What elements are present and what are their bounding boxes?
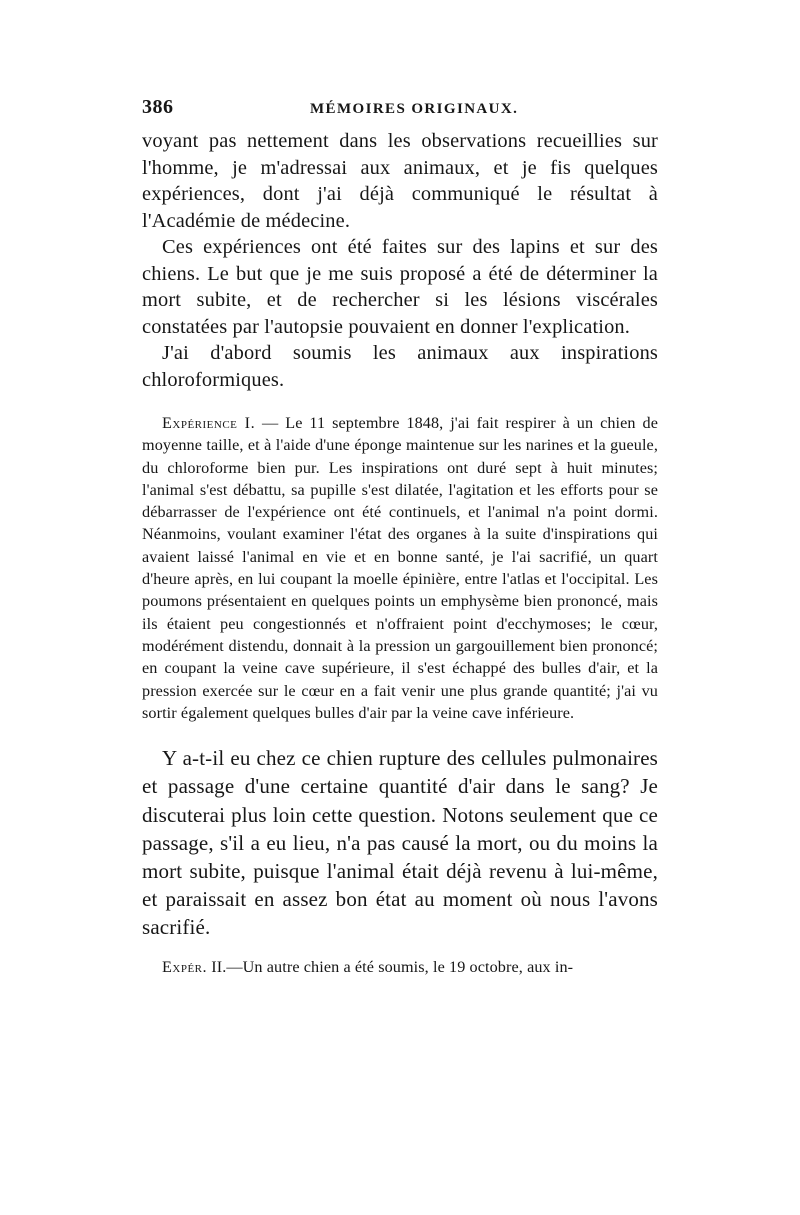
chloroform-intro-paragraph: J'ai d'abord soumis les animaux aux inspirations chloroformiques. xyxy=(142,342,658,391)
experience-2-text: II.—Un autre chien a été soumis, le 19 octobre, aux in- xyxy=(207,957,574,976)
document-page xyxy=(142,96,658,978)
experiments-description-paragraph: Ces expériences ont été faites sur des lapins et sur des chiens. Le but que je me suis proposé a été de déterminer la mort subite, et de rechercher si les lésions viscérales constatées par l'autopsie pouvaient en donner l'explication. xyxy=(142,236,658,338)
page-header xyxy=(142,96,658,126)
discussion-paragraph: Y a-t-il eu chez ce chien rupture des cellules pulmonaires et passage d'une certaine quantité d'air dans le sang? Je discuterai plus loin cette question. Notons seulement que ce passage, s'il a eu lieu, n'a pas causé la mort, ou du moins la mort subite, puisque l'animal était déjà revenu à lui-même, et paraissait en assez bon état au moment où nous l'avons sacrifié. xyxy=(142,746,658,940)
experience-1-label: Expérience I. xyxy=(162,414,256,432)
experience-2-label: Expér. xyxy=(162,957,208,976)
experience-1-text: — Le 11 septembre 1848, j'ai fait respirer à un chien de moyenne taille, et à l'aide d'une éponge maintenue sur les narines et la gueule, du chloroforme bien pur. Les inspirations ont duré sept à huit minutes; l'animal s'est débattu, sa pupille s'est dilatée, l'agitation et les efforts pour se débarrasser de l'expérience ont été continuels, et l'animal n'a point dormi. Néanmoins, voulant examiner l'état des organes à la suite d'inspirations qui avaient laissé l'animal en vie et en bonne santé, je l'ai sacrifié, un quart d'heure après, en lui coupant la moelle épinière, entre l'atlas et l'occipital. Les poumons présentaient en quelques points un emphysème bien prononcé, mais ils étaient peu congestionnés et n'offraient point d'ecchymoses; le cœur, modérément distendu, donnait à la pression un gargouillement bien prononcé; en coupant la veine cave supérieure, il s'est échappé des bulles d'air, et la pression exercée sur le cœur en a fait venir une plus grande quantité; j'ai vu sortir également quelques bulles d'air par la veine cave inférieure. xyxy=(142,414,658,722)
running-head: MÉMOIRES ORIGINAUX. xyxy=(310,101,519,117)
page-number: 386 xyxy=(142,96,174,118)
intro-continuation-paragraph: voyant pas nettement dans les observations recueillies sur l'homme, je m'adressai aux animaux, et je fis quelques expériences, dont j'ai déjà communiqué le résultat à l'Académie de médecine. xyxy=(142,130,658,232)
experience-1-paragraph xyxy=(142,412,658,724)
experience-2-paragraph xyxy=(142,956,658,978)
